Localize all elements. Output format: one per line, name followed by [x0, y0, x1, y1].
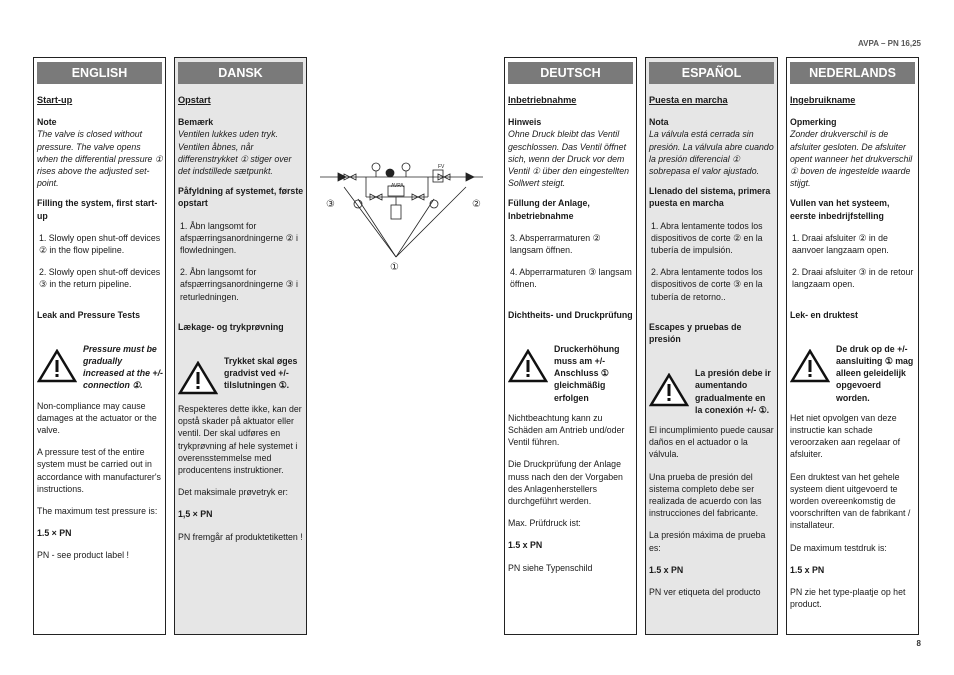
paragraph: Det maksimale prøvetryk er:	[178, 487, 288, 498]
language-column	[645, 57, 778, 635]
language-heading: DEUTSCH	[508, 62, 633, 84]
section-title: Opstart	[178, 95, 211, 105]
language-heading: NEDERLANDS	[790, 62, 915, 84]
paragraph: La presión máxima de prueba es:	[649, 530, 766, 553]
language-column	[786, 57, 919, 635]
note-text: La válvula está cerrada sin presión. La válvula abre cuando la presión diferencial ① sobrepasa el valor ajustado.	[649, 129, 774, 177]
warning-block	[790, 343, 916, 404]
note-text: The valve is closed without pressure. The valve opens when the differential pressure ① rises above the adjusted set-point.	[37, 129, 163, 189]
warning-block	[649, 367, 775, 416]
note-heading: Nota	[649, 117, 669, 128]
note-text: Zonder drukverschil is de afsluiter gesloten. De afsluiter opent wanneer het drukverschil ① boven de ingestelde waarde stijgt.	[790, 129, 913, 189]
paragraph: A pressure test of the entire system must be carried out in accordance with manufacturer's instructions.	[37, 447, 161, 494]
paragraph: 1.5 × PN	[37, 528, 72, 539]
warning-icon	[178, 361, 218, 395]
step-item: 4. Abperrarmaturen ③ langsam öffnen.	[510, 267, 632, 290]
paragraph: PN siehe Typenschild	[508, 562, 593, 573]
filling-heading: Füllung der Anlage, Inbetriebnahme	[508, 198, 590, 221]
warning-text: La presión debe ir aumentando gradualmente en la conexión +/- ①.	[695, 368, 771, 415]
note-text: Ventilen lukkes uden tryk. Ventilen åbnes, når differenstrykket ① stiger over det indstillede sætpunkt.	[178, 129, 292, 177]
language-column	[33, 57, 166, 635]
paragraph: 1.5 x PN	[790, 564, 825, 575]
filling-heading: Filling the system, first start-up	[37, 198, 158, 221]
paragraph: PN zie het type-plaatje op het product.	[790, 587, 906, 610]
warning-text: De druk op de +/- aansluiting ① mag alleen geleidelijk opgevoerd worden.	[836, 343, 914, 403]
warning-block	[178, 355, 304, 395]
language-column	[174, 57, 307, 635]
paragraph: Het niet opvolgen van deze instructie kan schade veroorzaken aan regelaar of afsluiter.	[790, 412, 901, 460]
language-heading: ESPAÑOL	[649, 62, 774, 84]
filling-heading: Vullen van het systeem, eerste inbedrijfstelling	[790, 198, 890, 221]
step-item: 1. Draai afsluiter ② in de aanvoer langzaam open.	[792, 232, 889, 256]
note-heading: Hinweis	[508, 117, 542, 128]
diagram-marker-1: ①	[390, 262, 399, 273]
section-title: Start-up	[37, 95, 73, 105]
warning-block	[508, 343, 634, 404]
warning-text: Pressure must be gradually increased at the +/- connection ①.	[83, 343, 163, 391]
paragraph: 1.5 x PN	[508, 540, 543, 551]
diagram-label-fv: FV	[438, 164, 445, 170]
paragraph: Non-compliance may cause damages at the actuator or the valve.	[37, 400, 157, 436]
warning-text: Trykket skal øges gradvist ved +/- tilslutningen ①.	[224, 356, 298, 391]
warning-block	[37, 343, 163, 392]
step-item: 1. Åbn langsomt for afspærringsanordningerne ② i flowledningen.	[180, 220, 298, 256]
paragraph: Die Druckprüfung der Anlage muss nach den der Vorgaben des Anlagenherstellers durchgeführt werden.	[508, 459, 623, 507]
note-text: Ohne Druck bleibt das Ventil geschlossen. Das Ventil öffnet sich, wenn der Druck vor dem Ventil ① über den eingestellten Sollwert steigt.	[508, 129, 630, 189]
section-title: Inbetriebnahme	[508, 95, 577, 105]
section-title: Ingebruikname	[790, 95, 856, 105]
leak-heading: Leak and Pressure Tests	[37, 309, 141, 320]
paragraph: PN ver etiqueta del producto	[649, 587, 761, 598]
language-column	[504, 57, 637, 635]
diagram-marker-2: ②	[472, 199, 481, 210]
paragraph: PN fremgår af produktetiketten !	[178, 531, 303, 542]
diagram-marker-3: ③	[326, 199, 335, 210]
document-header: AVPA – PN 16,25	[858, 39, 921, 48]
diagram-label-avpa: AVPA	[391, 183, 404, 189]
step-item: 3. Absperrarmaturen ② langsam öffnen.	[510, 232, 601, 256]
leak-heading: Escapes y pruebas de presión	[649, 321, 742, 345]
page-number: 8	[916, 639, 921, 648]
step-item: 1. Slowly open shut-off devices ② in the flow pipeline.	[39, 232, 161, 256]
filling-heading: Llenado del sistema, primera puesta en marcha	[649, 186, 771, 209]
paragraph: Una prueba de presión del sistema completo debe ser realizada de acuerdo con las instrucciones del fabricante.	[649, 471, 762, 519]
installation-diagram	[318, 157, 498, 277]
note-heading: Opmerking	[790, 117, 837, 128]
filling-heading: Påfyldning af systemet, første opstart	[178, 186, 304, 209]
step-item: 2. Åbn langsomt for afspærringsanordningerne ③ i returledningen.	[180, 267, 298, 302]
paragraph: The maximum test pressure is:	[37, 506, 158, 517]
paragraph: 1.5 x PN	[649, 564, 684, 575]
paragraph: Respekteres dette ikke, kan der opstå skader på aktuator eller ventil. Der skal udføres en trykprøvning af hele systemet i overensstemmelse med producentens instruktioner.	[178, 404, 302, 476]
step-item: 2. Draai afsluiter ③ in de retour langzaam open.	[792, 267, 914, 290]
step-item: 2. Slowly open shut-off devices ③ in the return pipeline.	[39, 267, 161, 290]
section-title: Puesta en marcha	[649, 95, 728, 105]
leak-heading: Lek- en druktest	[790, 309, 858, 320]
warning-icon	[790, 349, 830, 383]
warning-text: Druckerhöhung muss am +/- Anschluss ① gleichmäßig erfolgen	[554, 343, 620, 403]
paragraph: Max. Prüfdruck ist:	[508, 518, 581, 529]
language-heading: ENGLISH	[37, 62, 162, 84]
paragraph: Nichtbeachtung kann zu Schäden am Antrieb und/oder Ventil führen.	[508, 412, 625, 448]
warning-icon	[508, 349, 548, 383]
paragraph: 1,5 × PN	[178, 509, 213, 520]
step-item: 1. Abra lentamente todos los dispositivos de corte ② en la tubería de impulsión.	[651, 220, 763, 256]
paragraph: PN - see product label !	[37, 550, 129, 561]
leak-heading: Lækage- og trykprøvning	[178, 321, 284, 332]
step-item: 2. Abra lentamente todos los dispositivos de corte ③ en la tubería de retorno..	[651, 267, 763, 302]
paragraph: De maximum testdruk is:	[790, 542, 887, 553]
paragraph: Een druktest van het gehele systeem dient uitgevoerd te worden overeenkomstig de voorschriften van de fabrikant / installateur.	[790, 471, 911, 531]
paragraph: El incumplimiento puede causar daños en el actuador o la válvula.	[649, 425, 774, 460]
language-heading: DANSK	[178, 62, 303, 84]
warning-icon	[37, 349, 77, 383]
warning-icon	[649, 373, 689, 407]
leak-heading: Dichtheits- und Druckprüfung	[508, 309, 633, 320]
note-heading: Note	[37, 117, 57, 128]
note-heading: Bemærk	[178, 117, 214, 128]
